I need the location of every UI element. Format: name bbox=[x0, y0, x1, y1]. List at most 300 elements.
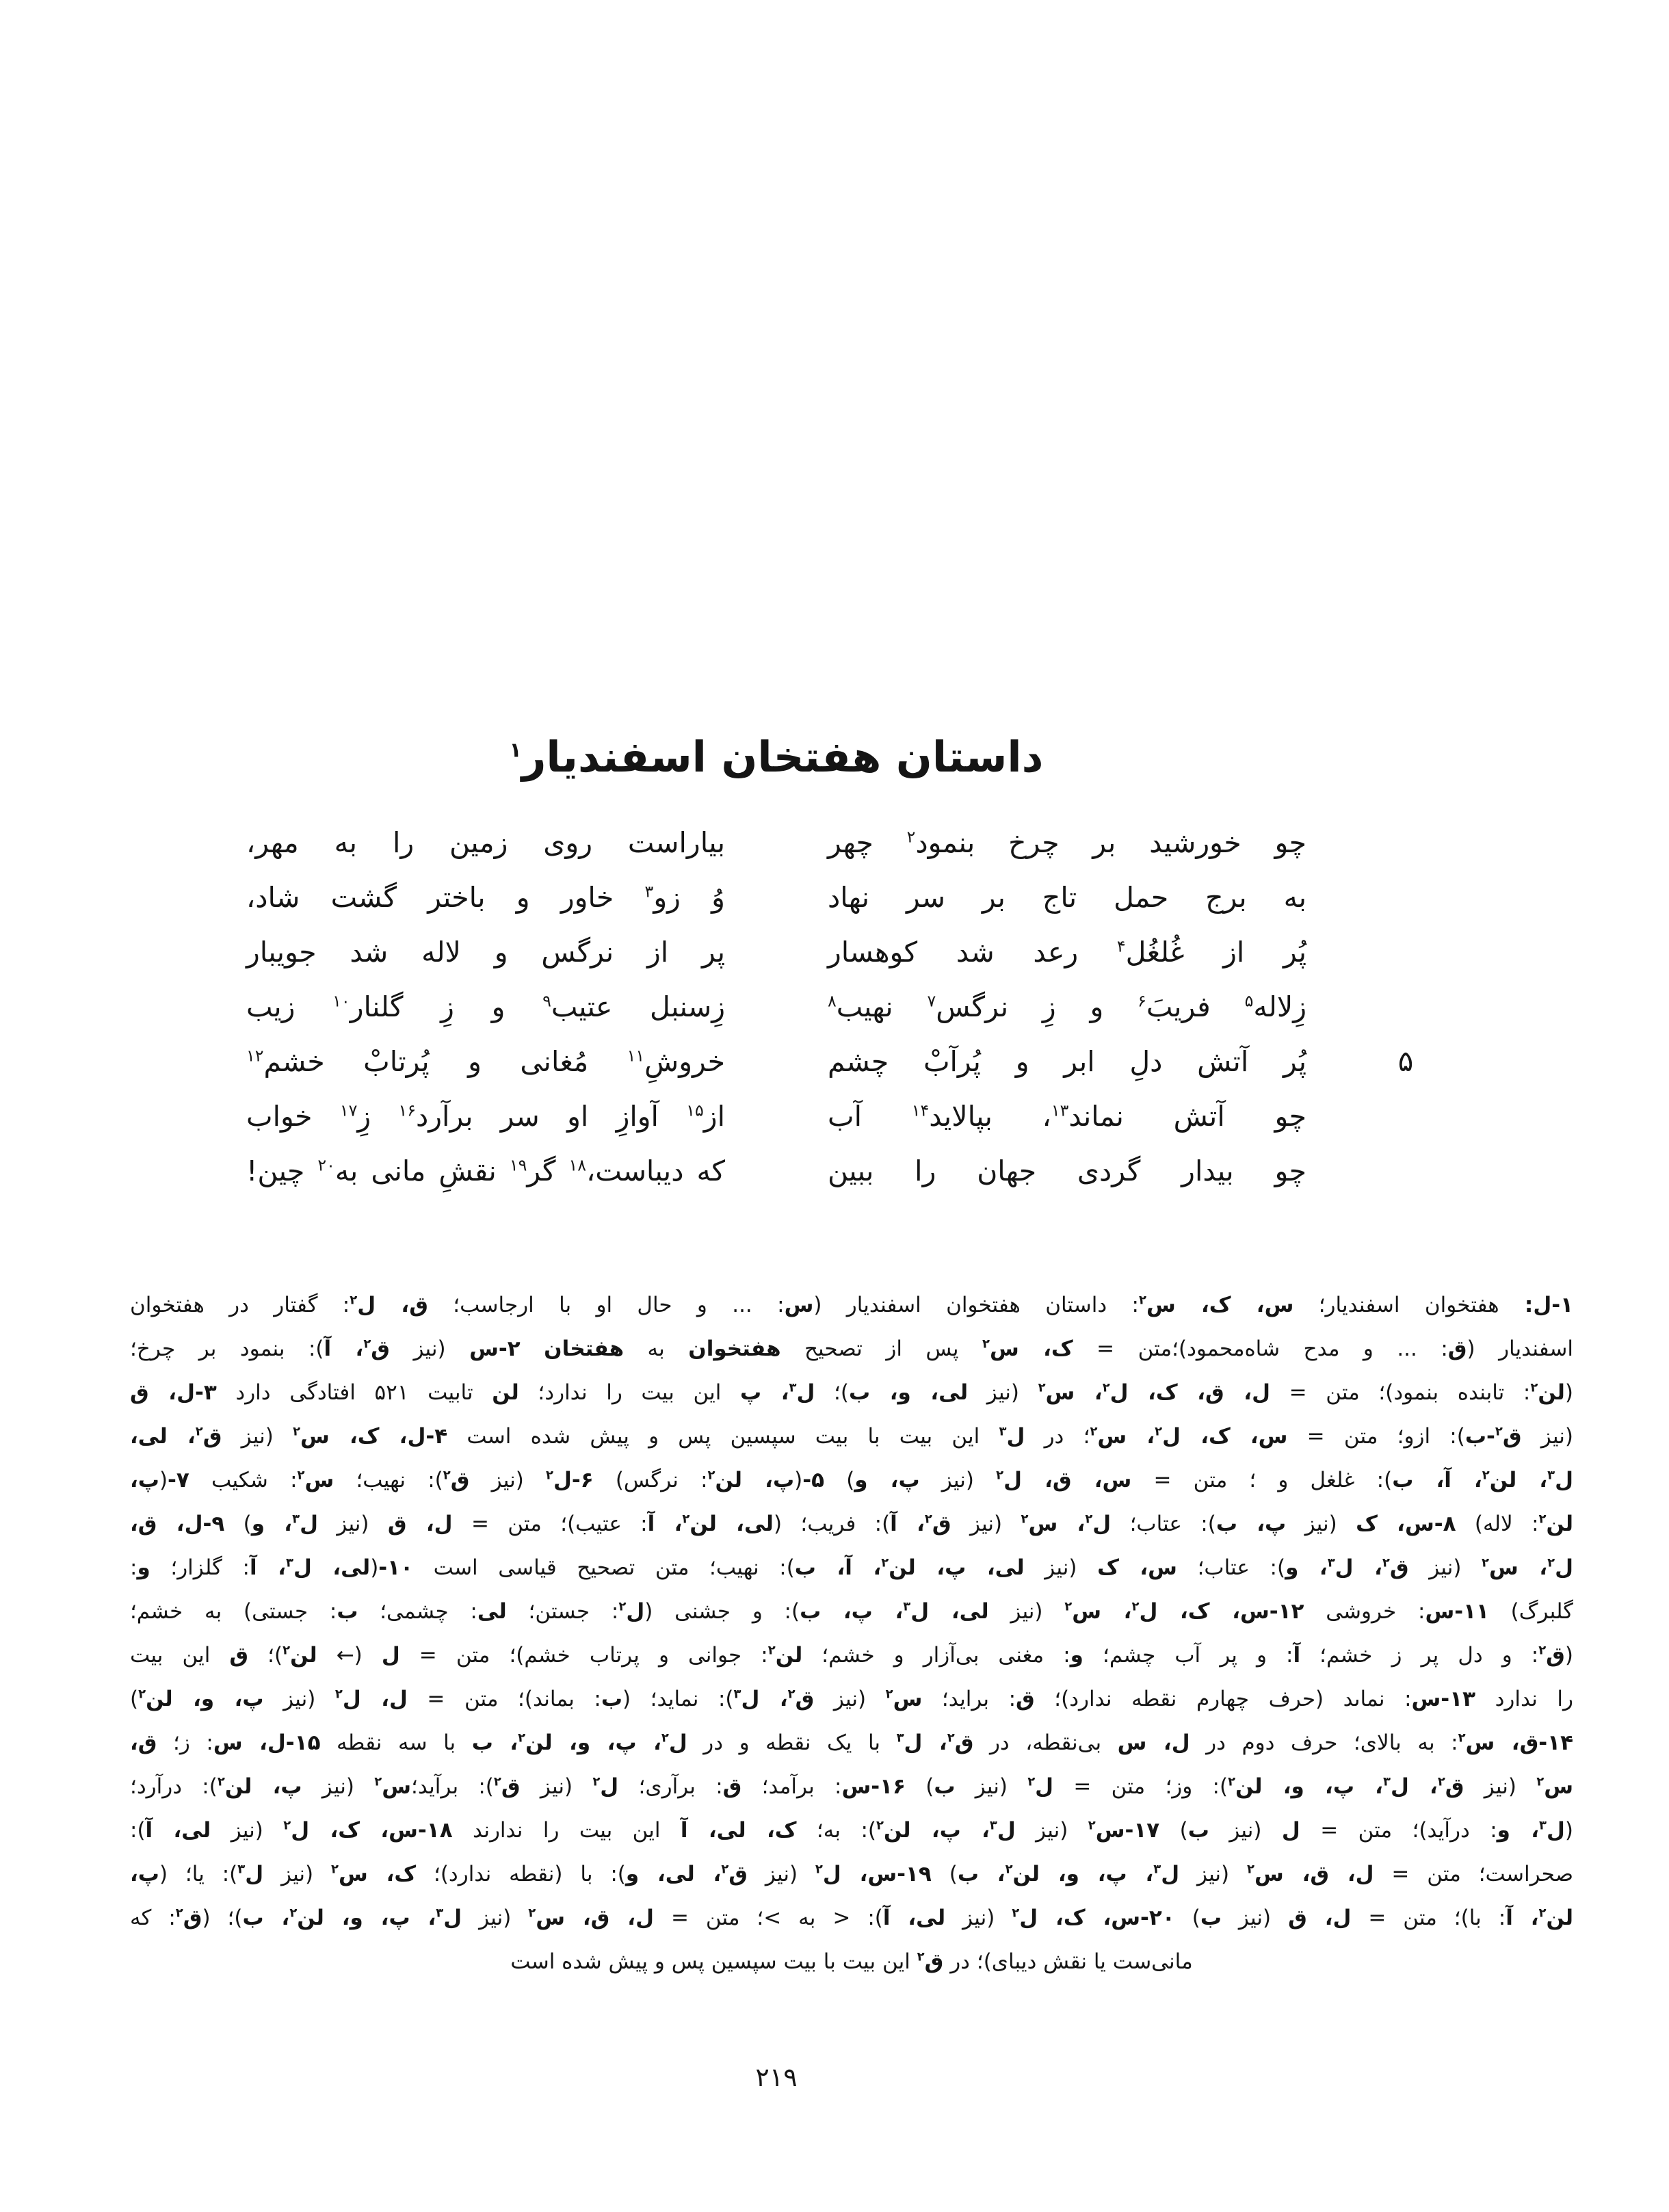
text-segment: ۱۷-س bbox=[1095, 1818, 1160, 1843]
footnote-ref: ۲ bbox=[947, 1730, 955, 1746]
text-segment: که دیباست، bbox=[586, 1155, 725, 1187]
text-segment: : گلزار؛ bbox=[150, 1555, 250, 1580]
text-segment: گر bbox=[527, 1155, 569, 1187]
text-segment: ): ازو؛ متن = bbox=[1287, 1424, 1465, 1449]
text-segment: ) bbox=[224, 1512, 252, 1536]
footnote-ref: ۲ bbox=[297, 1468, 305, 1483]
text-segment: نهیب bbox=[836, 990, 928, 1023]
text-segment: زِسنبل عتیب bbox=[551, 990, 725, 1023]
text-segment: ل bbox=[1555, 1468, 1573, 1492]
text-segment: ۱۳-س bbox=[1411, 1687, 1476, 1711]
text-segment: ، س bbox=[1028, 1512, 1086, 1536]
text-segment: -ب bbox=[1464, 1424, 1495, 1449]
text-segment: ): با (نقطه ندارد)؛ bbox=[416, 1862, 626, 1886]
text-segment: رعد شد کوهسار bbox=[828, 936, 1117, 969]
hemistich-right bbox=[828, 870, 1306, 925]
text-segment: پُر از غُلغُل bbox=[1125, 936, 1306, 969]
text-segment: زیب bbox=[246, 990, 333, 1023]
footnote-ref: ۲ bbox=[721, 1862, 729, 1877]
footnote-ref: ۲ bbox=[1005, 1862, 1013, 1877]
text-segment: و bbox=[1070, 1643, 1083, 1668]
footnote-ref: ۲ bbox=[996, 1468, 1004, 1483]
text-segment: از bbox=[703, 1100, 725, 1133]
text-segment: ، پ، و، لن bbox=[525, 1730, 661, 1755]
text-segment: ، ل bbox=[741, 1687, 788, 1711]
text-segment: ): به؛ bbox=[796, 1818, 876, 1843]
footnote-ref: ۲ bbox=[293, 1424, 301, 1439]
footnote-ref: ۹ bbox=[542, 991, 551, 1011]
footnote-ref: ۱۷ bbox=[339, 1101, 358, 1120]
text-segment: ، آ bbox=[250, 1555, 286, 1580]
footnote-ref: ۱۶ bbox=[398, 1101, 416, 1120]
text-segment: پس از تصحیح bbox=[780, 1337, 983, 1361]
text-segment: ، پ، ب bbox=[800, 1599, 904, 1624]
footnote-ref: ۲ bbox=[331, 1862, 339, 1877]
text-segment: ، پ bbox=[739, 1380, 789, 1405]
text-segment: ل bbox=[1092, 1512, 1112, 1536]
text-segment: )؛ bbox=[248, 1643, 283, 1668]
text-segment: ۷- bbox=[168, 1468, 189, 1492]
footnote-ref: ۲ bbox=[283, 1818, 291, 1833]
text-segment: ): برآید؛ bbox=[410, 1774, 494, 1799]
text-segment: ل bbox=[1161, 1862, 1180, 1886]
text-segment: ق bbox=[371, 1337, 390, 1361]
text-segment: : ... و مدح شاه‌محمود)؛متن = bbox=[1073, 1337, 1448, 1361]
text-segment: ، ل bbox=[904, 1730, 947, 1755]
text-segment: پ، bbox=[130, 1468, 159, 1492]
text-segment: ( bbox=[1564, 1380, 1573, 1405]
text-segment: ق، ل bbox=[357, 1293, 428, 1317]
text-segment: ، آ bbox=[890, 1512, 925, 1536]
text-segment: ق bbox=[1546, 1643, 1565, 1668]
text-segment: لی، و، ب bbox=[848, 1380, 969, 1405]
text-segment: : بماند)؛ متن = bbox=[407, 1687, 601, 1711]
text-segment: خواب bbox=[246, 1100, 340, 1133]
text-segment: (نیز bbox=[748, 1862, 815, 1886]
apparatus-line bbox=[130, 1327, 1573, 1371]
text-segment: ، ب bbox=[957, 1862, 1006, 1886]
text-segment: (نیز bbox=[1521, 1424, 1573, 1449]
apparatus-line bbox=[130, 1633, 1573, 1677]
text-segment: ، آ، ب bbox=[1392, 1468, 1482, 1492]
apparatus-line bbox=[130, 1458, 1573, 1502]
hemistich-left bbox=[246, 870, 725, 925]
footnote-ref: ۲ bbox=[1536, 1774, 1545, 1789]
text-segment: ۱۵-ل، س bbox=[213, 1730, 321, 1755]
footnote-ref: ۳ bbox=[789, 1380, 797, 1395]
text-segment: ، ب bbox=[242, 1906, 290, 1930]
text-segment: ۴-ل، ک، س bbox=[300, 1424, 448, 1449]
text-segment: ): فریب؛ ( bbox=[773, 1512, 891, 1536]
apparatus-line bbox=[130, 1896, 1573, 1940]
footnote-ref: ۲ bbox=[767, 1643, 776, 1658]
footnote-ref: ۲ bbox=[1547, 1555, 1555, 1570]
text-segment: ) bbox=[1159, 1818, 1188, 1843]
text-segment: ( bbox=[794, 1468, 803, 1492]
text-segment: ، ل bbox=[1335, 1555, 1382, 1580]
text-segment: (نیز bbox=[968, 1380, 1038, 1405]
footnote-ref: ۲ bbox=[707, 1468, 715, 1483]
text-segment: ل، ل bbox=[342, 1687, 408, 1711]
text-segment: ، لی، bbox=[130, 1424, 196, 1449]
footnote-ref: ۱۵ bbox=[686, 1101, 704, 1120]
text-segment: ق bbox=[1389, 1555, 1409, 1580]
footnote-ref: ۳ bbox=[285, 1555, 293, 1570]
text-segment: خروشِ bbox=[644, 1045, 725, 1078]
footnote-ref: ۳ bbox=[733, 1687, 741, 1702]
text-segment: هفتخوان اسفندیار؛ bbox=[1293, 1293, 1499, 1317]
text-segment: گلبرگ) bbox=[1488, 1599, 1573, 1624]
footnote-ref: ۲ bbox=[592, 1774, 601, 1789]
text-segment: : bbox=[130, 1555, 137, 1580]
text-segment: ل bbox=[245, 1862, 264, 1886]
text-segment: ک، س bbox=[989, 1337, 1073, 1361]
poem-line bbox=[246, 1144, 1306, 1198]
text-segment: ۳-ل، ق bbox=[130, 1380, 217, 1405]
footnote-ref: ۲ bbox=[443, 1468, 451, 1483]
text-segment: تابیت ۵۲۱ افتادگی دارد bbox=[216, 1380, 492, 1405]
text-segment: (نیز bbox=[1408, 1555, 1482, 1580]
text-segment: : ز؛ bbox=[157, 1730, 213, 1755]
poem-block bbox=[246, 815, 1306, 1198]
text-segment: : به بالای؛ حرف دوم در bbox=[1190, 1730, 1458, 1755]
footnote-ref: ۷ bbox=[927, 991, 936, 1011]
text-segment: ): نهیب؛ متن تصحیح قیاسی است bbox=[413, 1555, 795, 1580]
text-segment: این بیت را ندارد؛ bbox=[518, 1380, 740, 1405]
apparatus-line bbox=[130, 1502, 1573, 1546]
text-segment: ق bbox=[932, 1512, 951, 1536]
text-segment: ): نهیب؛ bbox=[334, 1468, 443, 1492]
footnote-ref: ۲ bbox=[1538, 1643, 1547, 1658]
text-segment: س bbox=[893, 1687, 923, 1711]
footnote-ref: ۲ bbox=[876, 1818, 884, 1833]
hemistich-right bbox=[828, 979, 1306, 1034]
text-segment: پ، و، لن bbox=[146, 1687, 264, 1711]
text-segment: ل bbox=[300, 1512, 318, 1536]
text-segment: چین! bbox=[246, 1155, 318, 1187]
text-segment: پ، لن bbox=[224, 1774, 302, 1799]
footnote-ref: ۳ bbox=[999, 1424, 1007, 1439]
text-segment: ، آ bbox=[324, 1337, 364, 1361]
text-segment: ) bbox=[824, 1468, 855, 1492]
footnote-ref: ۲ bbox=[1437, 1774, 1445, 1789]
text-segment: لی، پ، لن bbox=[889, 1555, 1025, 1580]
text-segment: : مغنی بی‌آزار و خشم؛ bbox=[802, 1643, 1070, 1668]
text-segment: : جستن؛ bbox=[506, 1599, 619, 1624]
text-segment: (نیز bbox=[462, 1906, 529, 1930]
text-segment: ق، bbox=[130, 1730, 157, 1755]
text-segment: ( bbox=[370, 1555, 379, 1580]
footnote-ref: ۲ bbox=[1085, 1512, 1093, 1527]
text-segment: چو آتش نماند bbox=[1068, 1100, 1306, 1133]
hemistich-left bbox=[246, 979, 725, 1034]
text-segment: ، لن bbox=[1489, 1468, 1548, 1492]
text-segment: فریبَ bbox=[1146, 990, 1245, 1023]
footnote-ref: ۳ bbox=[989, 1818, 997, 1833]
text-segment: ق bbox=[924, 1949, 944, 1974]
footnote-ref: ۲ bbox=[518, 1730, 526, 1746]
text-segment: صحراست؛ متن = bbox=[1374, 1862, 1573, 1886]
text-segment: ل bbox=[443, 1906, 462, 1930]
text-segment: ، س bbox=[1045, 1380, 1103, 1405]
critical-apparatus-block bbox=[130, 1283, 1573, 1984]
poem-line bbox=[246, 870, 1306, 925]
text-segment: (نیز bbox=[222, 1424, 293, 1449]
footnote-ref: ۲ bbox=[1131, 1599, 1140, 1614]
footnote-ref: ۸ bbox=[828, 991, 837, 1011]
text-segment: پ، bbox=[130, 1862, 159, 1886]
text-segment: : عتیب)؛ متن = bbox=[452, 1512, 648, 1536]
footnote-ref: ۲ bbox=[885, 1687, 893, 1702]
text-segment: پ، لن bbox=[715, 1468, 795, 1492]
text-segment: اسفندیار ( bbox=[1467, 1337, 1573, 1361]
text-segment: س bbox=[304, 1468, 334, 1492]
footnote-ref: ۲ bbox=[661, 1730, 669, 1746]
text-segment: : شکیب bbox=[189, 1468, 298, 1492]
footnote-ref: ۲ bbox=[334, 1687, 343, 1702]
text-segment: )؛ bbox=[815, 1380, 849, 1405]
page-number: ۲۱۹ bbox=[755, 2062, 798, 2092]
text-segment: س bbox=[784, 1293, 814, 1317]
text-segment: لن bbox=[1546, 1906, 1573, 1930]
poem-line bbox=[246, 815, 1306, 870]
text-segment: آوازِ او سر برآرد bbox=[416, 1100, 687, 1133]
text-segment: : و پر آب چشم؛ bbox=[1083, 1643, 1293, 1668]
text-segment: ل، ق، س bbox=[536, 1906, 654, 1930]
text-segment: ، و bbox=[1497, 1818, 1540, 1843]
text-segment: س، ک bbox=[1097, 1555, 1177, 1580]
text-segment: (نیز bbox=[1209, 1818, 1282, 1843]
text-segment: به bbox=[624, 1337, 689, 1361]
footnote-ref: ۲ bbox=[493, 1774, 501, 1789]
text-segment: : براید؛ bbox=[922, 1687, 1016, 1711]
text-segment: ، لی، و bbox=[625, 1862, 722, 1886]
text-segment: (نیز bbox=[945, 1906, 1012, 1930]
footnote-ref: ۱۹ bbox=[509, 1155, 527, 1175]
text-segment: ل، ق bbox=[1288, 1906, 1352, 1930]
text-segment: هفتخوان bbox=[688, 1337, 781, 1361]
apparatus-line bbox=[130, 1283, 1573, 1327]
text-segment: و bbox=[137, 1555, 150, 1580]
poem-line bbox=[246, 925, 1306, 979]
text-segment: ل bbox=[997, 1818, 1016, 1843]
footnote-ref: ۲ bbox=[1138, 1293, 1146, 1308]
text-segment: ۸-س، ک bbox=[1356, 1512, 1456, 1536]
footnote-ref: ۲ bbox=[1538, 1512, 1547, 1527]
text-segment: و زِ نرگس bbox=[936, 990, 1138, 1023]
text-segment: : تابنده بنمود)؛ متن = bbox=[1270, 1380, 1531, 1405]
text-segment: ق bbox=[954, 1730, 974, 1755]
text-segment: ل bbox=[1547, 1818, 1565, 1843]
text-segment: ): عتاب؛ bbox=[1111, 1512, 1216, 1536]
text-segment: ): یا؛ ( bbox=[159, 1862, 238, 1886]
hemistich-left bbox=[246, 1089, 725, 1144]
text-segment: این بیت با بیت سپسین پس و پیش شده است bbox=[510, 1949, 917, 1974]
hemistich-right bbox=[828, 1034, 1306, 1089]
text-segment: ل، ق، س bbox=[1254, 1862, 1374, 1886]
apparatus-line bbox=[130, 1940, 1573, 1984]
text-segment: ل bbox=[600, 1774, 619, 1799]
text-segment: زِلاله bbox=[1253, 990, 1306, 1023]
text-segment: (نیز bbox=[1221, 1906, 1289, 1930]
footnote-ref: ۳ bbox=[237, 1862, 246, 1877]
text-segment: ۱۲-س، ک، ل bbox=[1139, 1599, 1304, 1624]
footnote-ref: ۶ bbox=[1138, 991, 1146, 1011]
text-segment: به برج حمل تاج بر سر نهاد bbox=[828, 881, 1306, 914]
text-segment: ق bbox=[722, 1774, 742, 1799]
hemistich-right bbox=[828, 1144, 1306, 1198]
text-segment: چو خورشید بر چرخ بنمود bbox=[915, 826, 1306, 859]
footnote-ref: ۲ bbox=[282, 1643, 291, 1658]
text-segment: : برآمد؛ bbox=[741, 1774, 842, 1799]
page-title bbox=[246, 716, 1306, 798]
text-segment: آب bbox=[828, 1100, 912, 1133]
text-segment: ، آ bbox=[647, 1512, 683, 1536]
footnote-ref: ۲ bbox=[1012, 1906, 1020, 1921]
footnote-ref: ۲ bbox=[1538, 1906, 1547, 1921]
text-segment: : چشمی؛ bbox=[358, 1599, 477, 1624]
footnote-ref: ۵ bbox=[1244, 991, 1254, 1011]
footnote-ref: ۲ bbox=[815, 1862, 823, 1877]
text-segment: ( bbox=[1564, 1818, 1573, 1843]
footnote-ref: ۱۰ bbox=[332, 991, 350, 1011]
apparatus-line bbox=[130, 1414, 1573, 1458]
footnote-ref: ۲ bbox=[217, 1774, 225, 1789]
text-segment: (نیز bbox=[302, 1774, 375, 1799]
footnote-ref: ۳ bbox=[1547, 1468, 1555, 1483]
footnote-ref: ۲ bbox=[350, 1293, 358, 1308]
text-segment: ، و bbox=[1285, 1555, 1328, 1580]
text-segment: پر از نرگس و لاله شد جویبار bbox=[246, 936, 725, 969]
text-segment: لن bbox=[492, 1380, 519, 1405]
footnote-ref: ۲ bbox=[1021, 1512, 1029, 1527]
text-segment: لی، ل bbox=[910, 1599, 989, 1624]
text-segment: : گفتار در هفتخوان bbox=[130, 1293, 350, 1317]
text-segment: (نیز bbox=[1286, 1512, 1356, 1536]
text-segment: ۲-س bbox=[469, 1337, 521, 1361]
text-segment: (نیز bbox=[317, 1512, 388, 1536]
text-segment: ق bbox=[183, 1906, 202, 1930]
text-segment: ل bbox=[1281, 1818, 1300, 1843]
footnote-ref: ۲ bbox=[982, 1337, 990, 1352]
text-segment: ، س bbox=[1072, 1599, 1132, 1624]
hemistich-left bbox=[246, 815, 725, 870]
text-segment: ، آ bbox=[1506, 1906, 1539, 1930]
footnote-ref: ۳ bbox=[903, 1599, 911, 1614]
text-segment: ۱۱-س bbox=[1425, 1599, 1489, 1624]
footnote-ref: ۲ bbox=[289, 1906, 298, 1921]
text-segment: لی، آ bbox=[882, 1906, 946, 1930]
text-segment: ۱۴-ق، س bbox=[1465, 1730, 1573, 1755]
apparatus-line bbox=[130, 1765, 1573, 1808]
text-segment: ، پ، و، لن bbox=[1012, 1862, 1154, 1886]
text-segment: این بیت bbox=[130, 1643, 230, 1668]
footnote-ref: ۱۱ bbox=[627, 1046, 645, 1066]
footnote-ref: ۳ bbox=[292, 1512, 300, 1527]
footnote-ref: ۲ bbox=[787, 1687, 796, 1702]
text-segment: ب bbox=[1200, 1906, 1222, 1930]
poem-line bbox=[246, 1034, 1306, 1089]
footnote-ref: ۳ bbox=[1539, 1818, 1547, 1833]
footnote-ref: ۲ bbox=[1228, 1774, 1236, 1789]
text-segment: ، پ، و، لن bbox=[297, 1906, 436, 1930]
text-segment: ( bbox=[159, 1468, 168, 1492]
hemistich-right bbox=[828, 1089, 1306, 1144]
text-segment: ق bbox=[728, 1862, 748, 1886]
text-segment: ( bbox=[1564, 1643, 1573, 1668]
text-segment bbox=[521, 1337, 544, 1361]
text-segment: ل bbox=[796, 1380, 815, 1405]
hemistich-right bbox=[828, 815, 1306, 870]
text-segment: ۵- bbox=[802, 1468, 825, 1492]
footnote-ref: ۳ bbox=[1382, 1774, 1391, 1789]
text-segment: ، ب bbox=[471, 1730, 518, 1755]
text-segment: ۲۰-س، ک، ل bbox=[1019, 1906, 1175, 1930]
text-segment: : نماىد (حرف چهارم نقطه ندارد)؛ bbox=[1034, 1687, 1412, 1711]
text-segment: ): < به >؛ متن = bbox=[653, 1906, 883, 1930]
footnote-ref: ۳ bbox=[644, 882, 654, 901]
text-segment: ) bbox=[130, 1687, 139, 1711]
text-segment: ق bbox=[795, 1687, 815, 1711]
footnote-ref: ۲ bbox=[1088, 1818, 1096, 1833]
footnote-ref: ۳ bbox=[1327, 1555, 1335, 1570]
hemistich-left bbox=[246, 1034, 725, 1089]
text-segment: ل، ق، ک، ل bbox=[1109, 1380, 1270, 1405]
text-segment: با سه نقطه bbox=[320, 1730, 472, 1755]
text-segment: ق bbox=[1447, 1337, 1467, 1361]
text-segment: ل bbox=[1006, 1424, 1025, 1449]
text-segment: : و دل پر ز خشم؛ bbox=[1300, 1643, 1539, 1668]
footnote-ref: ۲ bbox=[1064, 1599, 1073, 1614]
text-segment: : ... و حال او با ارجاسب؛ bbox=[428, 1293, 785, 1317]
text-segment: ل bbox=[1035, 1774, 1054, 1799]
footnote-ref: ۲ bbox=[1102, 1380, 1110, 1395]
text-segment: ق bbox=[1016, 1687, 1035, 1711]
text-segment: (نیز bbox=[814, 1687, 886, 1711]
footnote-ref: ۲ bbox=[906, 827, 916, 847]
footnote-ref: ۲ bbox=[917, 1949, 925, 1964]
text-segment: )؛ ( bbox=[202, 1906, 243, 1930]
footnote-ref: ۳ bbox=[436, 1906, 444, 1921]
text-segment: لن bbox=[775, 1643, 803, 1668]
text-segment: خاور و باختر گشت شاد، bbox=[246, 881, 645, 914]
text-segment: ۱۸-س، ک، ل bbox=[291, 1818, 453, 1843]
footnote-ref: ۲ bbox=[195, 1424, 203, 1439]
text-segment: ، پ، و، لن bbox=[1235, 1774, 1383, 1799]
text-segment: لی، آ bbox=[145, 1818, 211, 1843]
text-segment: (نیز bbox=[520, 1774, 593, 1799]
text-segment: ) bbox=[1174, 1906, 1200, 1930]
text-segment: هفتخان bbox=[544, 1337, 625, 1361]
text-segment: ، آ، ب bbox=[794, 1555, 882, 1580]
text-segment: ل bbox=[626, 1599, 645, 1624]
text-segment: ، پ، لن bbox=[883, 1818, 990, 1843]
apparatus-line bbox=[130, 1371, 1573, 1414]
page-title-text: داستان هفتخان اسفندیار bbox=[521, 731, 1044, 782]
text-segment: (نیز bbox=[919, 1468, 997, 1492]
text-segment: (نیز bbox=[263, 1687, 335, 1711]
footnote-ref: ۲ bbox=[1530, 1380, 1538, 1395]
footnote-ref: ۲ bbox=[1038, 1380, 1046, 1395]
text-segment: ۱۶-س bbox=[841, 1774, 906, 1799]
text-segment: (نیز bbox=[1024, 1555, 1098, 1580]
hemistich-right bbox=[828, 925, 1306, 979]
text-segment: ): و جشنی ( bbox=[644, 1599, 800, 1624]
text-segment: (نیز bbox=[988, 1599, 1065, 1624]
footnote-ref: ۲ bbox=[1247, 1862, 1254, 1877]
text-segment: ۶-ل bbox=[553, 1468, 594, 1492]
text-segment: ۱۹-س، ل bbox=[822, 1862, 932, 1886]
